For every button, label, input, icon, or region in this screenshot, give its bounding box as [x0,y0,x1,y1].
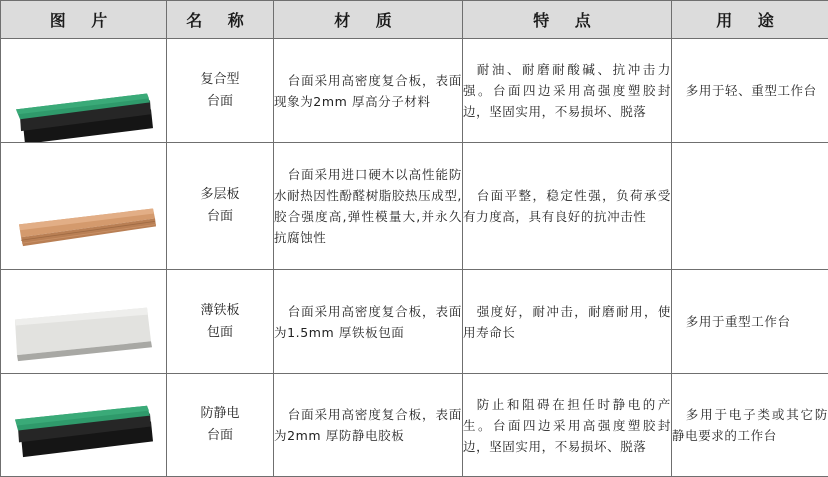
product-image-cell [1,39,167,143]
product-image-cell [1,374,167,477]
usage-cell [672,39,828,143]
features-cell [463,143,672,270]
plywood-board-image [1,143,167,269]
material-cell [274,143,463,270]
features-cell [463,39,672,143]
table-row [1,39,828,143]
name-line: 复合型 [167,69,273,91]
usage-cell [672,270,828,374]
name-line: 薄铁板 [167,300,273,322]
material-text: 台面采用高密度复合板，表面现象为2mm 厚高分子材料 [274,70,462,112]
name-line: 多层板 [167,184,273,206]
features-text: 强度好，耐冲击，耐磨耐用，使用寿命长 [463,301,671,343]
header-material: 材 质 [274,1,463,39]
material-text: 台面采用高密度复合板，表面为1.5mm 厚铁板包面 [274,301,462,343]
features-text: 耐油、耐磨耐酸碱、抗冲击力强。台面四边采用高强度塑胶封边，坚固实用，不易损坏、脱落 [463,59,671,122]
name-line: 台面 [167,206,273,228]
table-row [1,374,828,477]
features-cell [463,270,672,374]
material-text: 台面采用进口硬木以高性能防水耐热因性酚醛树脂胶热压成型,胶合强度高,弹性模量大,并永久抗腐蚀性 [274,164,462,248]
name-line: 台面 [167,425,273,447]
name-cell [167,143,274,270]
name-line: 防静电 [167,403,273,425]
usage-text: 多用于电子类或其它防静电要求的工作台 [672,404,828,446]
product-image-cell [1,143,167,270]
table-row [1,270,828,374]
usage-cell [672,374,828,477]
green-laminate-board-image [1,39,167,142]
product-image-cell [1,270,167,374]
table-row [1,143,828,270]
steel-clad-board-image [1,270,167,373]
material-cell [274,39,463,143]
header-name: 名 称 [167,1,274,39]
features-text: 防止和阻碍在担任时静电的产生。台面四边采用高强度塑胶封边，坚固实用，不易损坏、脱落 [463,394,671,457]
name-cell [167,374,274,477]
material-cell [274,374,463,477]
table-header-row [1,1,828,39]
usage-text: 多用于轻、重型工作台 [672,80,828,101]
header-usage: 用 途 [672,1,828,39]
usage-cell [672,143,828,270]
name-cell [167,270,274,374]
usage-text: 多用于重型工作台 [672,311,828,332]
name-cell [167,39,274,143]
features-cell [463,374,672,477]
header-features: 特 点 [463,1,672,39]
material-text: 台面采用高密度复合板，表面为2mm 厚防静电胶板 [274,404,462,446]
features-text: 台面平整，稳定性强，负荷承受有力度高，具有良好的抗冲击性 [463,185,671,227]
green-antistatic-board-image [1,374,167,476]
name-line: 包面 [167,322,273,344]
header-image: 图 片 [1,1,167,39]
name-line: 台面 [167,91,273,113]
material-cell [274,270,463,374]
